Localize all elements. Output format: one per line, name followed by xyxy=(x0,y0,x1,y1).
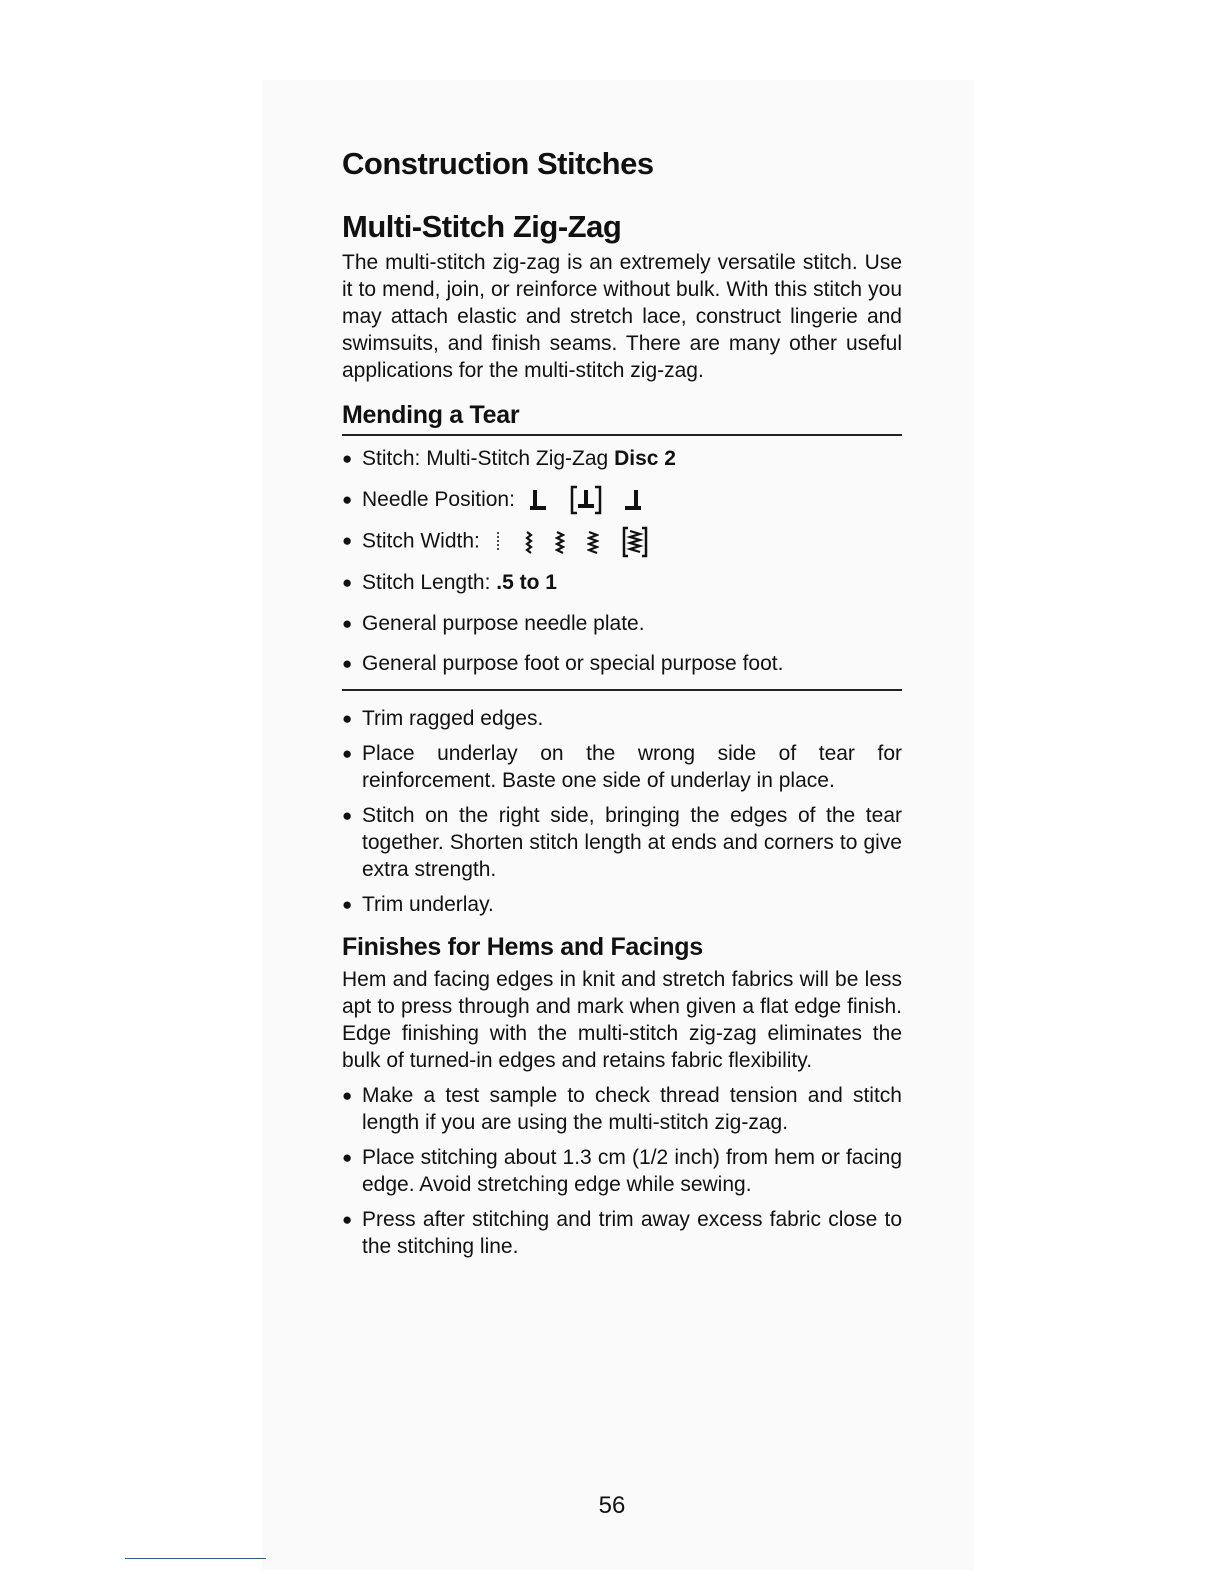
list-item-text: Make a test sample to check thread tension and stitch length if you are using the multi-stitch zig-zag. xyxy=(362,1084,902,1135)
needle-left-icon xyxy=(529,488,547,512)
list-item xyxy=(342,1082,902,1136)
setting-stitch xyxy=(342,444,902,474)
needle-right-icon xyxy=(624,488,642,512)
bullet-icon: ● xyxy=(342,489,353,509)
setting-text: General purpose foot or special purpose foot. xyxy=(362,652,784,676)
list-item-text: Place stitching about 1.3 cm (1/2 inch) from hem or facing edge. Avoid stretching edge while sewing. xyxy=(362,1146,902,1197)
setting-text: General purpose needle plate. xyxy=(362,611,645,635)
mending-steps-list xyxy=(342,705,902,918)
list-item xyxy=(342,705,902,732)
width-2-icon xyxy=(524,530,534,554)
list-item xyxy=(342,740,902,794)
setting-foot xyxy=(342,649,902,679)
list-item-text: Stitch on the right side, bringing the edges of the tear together. Shorten stitch length at ends and corners to give extra strength. xyxy=(362,804,902,882)
bullet-icon: ● xyxy=(342,744,353,764)
setting-stitch-length xyxy=(342,568,902,598)
bullet-icon: ● xyxy=(342,1148,353,1168)
bullet-icon: ● xyxy=(342,806,353,826)
list-item xyxy=(342,891,902,918)
bullet-icon: ● xyxy=(342,530,353,550)
edge-divider xyxy=(125,1558,266,1559)
list-item-text: Trim ragged edges. xyxy=(362,707,544,731)
bullet-icon: ● xyxy=(342,1086,353,1106)
bullet-icon: ● xyxy=(342,709,353,729)
setting-label: Stitch Width: xyxy=(362,529,486,553)
page-title: Construction Stitches xyxy=(342,146,654,181)
list-item xyxy=(342,802,902,883)
setting-label: Needle Position: xyxy=(362,487,521,511)
setting-needle-plate xyxy=(342,609,902,639)
width-5-selected-icon xyxy=(621,526,649,558)
list-item xyxy=(342,1206,902,1260)
bullet-icon: ● xyxy=(342,895,353,915)
width-1-icon xyxy=(494,530,502,554)
finishes-steps-list xyxy=(342,1082,902,1260)
bullet-icon: ● xyxy=(342,1210,353,1230)
page-number: 56 xyxy=(598,1492,626,1519)
width-4-icon xyxy=(587,530,599,554)
list-item-text: Press after stitching and trim away excess fabric close to the stitching line. xyxy=(362,1208,902,1259)
setting-value: .5 to 1 xyxy=(496,571,557,595)
width-3-icon xyxy=(555,530,565,554)
setting-label: Stitch Length: xyxy=(362,571,497,595)
setting-stitch-width xyxy=(342,526,902,558)
bullet-icon: ● xyxy=(342,573,353,593)
mending-settings-list xyxy=(342,436,902,691)
section-title: Multi-Stitch Zig-Zag xyxy=(342,209,622,245)
setting-needle-position xyxy=(342,485,902,515)
setting-value: Disc 2 xyxy=(614,447,676,471)
bullet-icon: ● xyxy=(342,613,353,633)
finishes-intro: Hem and facing edges in knit and stretch fabrics will be less apt to press through and mark when given a flat edge finish. Edge finishing with the multi-stitch zig-zag eliminates the bulk of turned-in edges and retains fabric flexibility. xyxy=(342,968,902,1073)
list-item xyxy=(342,1144,902,1198)
list-item-text: Place underlay on the wrong side of tear for reinforcement. Baste one side of underlay in place. xyxy=(362,742,902,793)
needle-center-selected-icon xyxy=(569,485,603,515)
page-content xyxy=(342,145,902,1260)
list-item-text: Trim underlay. xyxy=(362,893,494,917)
bullet-icon: ● xyxy=(342,449,353,469)
setting-label: Stitch: Multi-Stitch Zig-Zag xyxy=(362,447,615,471)
mending-title: Mending a Tear xyxy=(342,400,902,436)
section-intro: The multi-stitch zig-zag is an extremely versatile stitch. Use it to mend, join, or reinforce without bulk. With this stitch you may attach elastic and stretch lace, construct lingerie and swimsuits, and finish seams. There are many other useful applications for the multi-stitch zig-zag. xyxy=(342,251,902,383)
bullet-icon: ● xyxy=(342,654,353,674)
finishes-title: Finishes for Hems and Facings xyxy=(342,933,703,962)
